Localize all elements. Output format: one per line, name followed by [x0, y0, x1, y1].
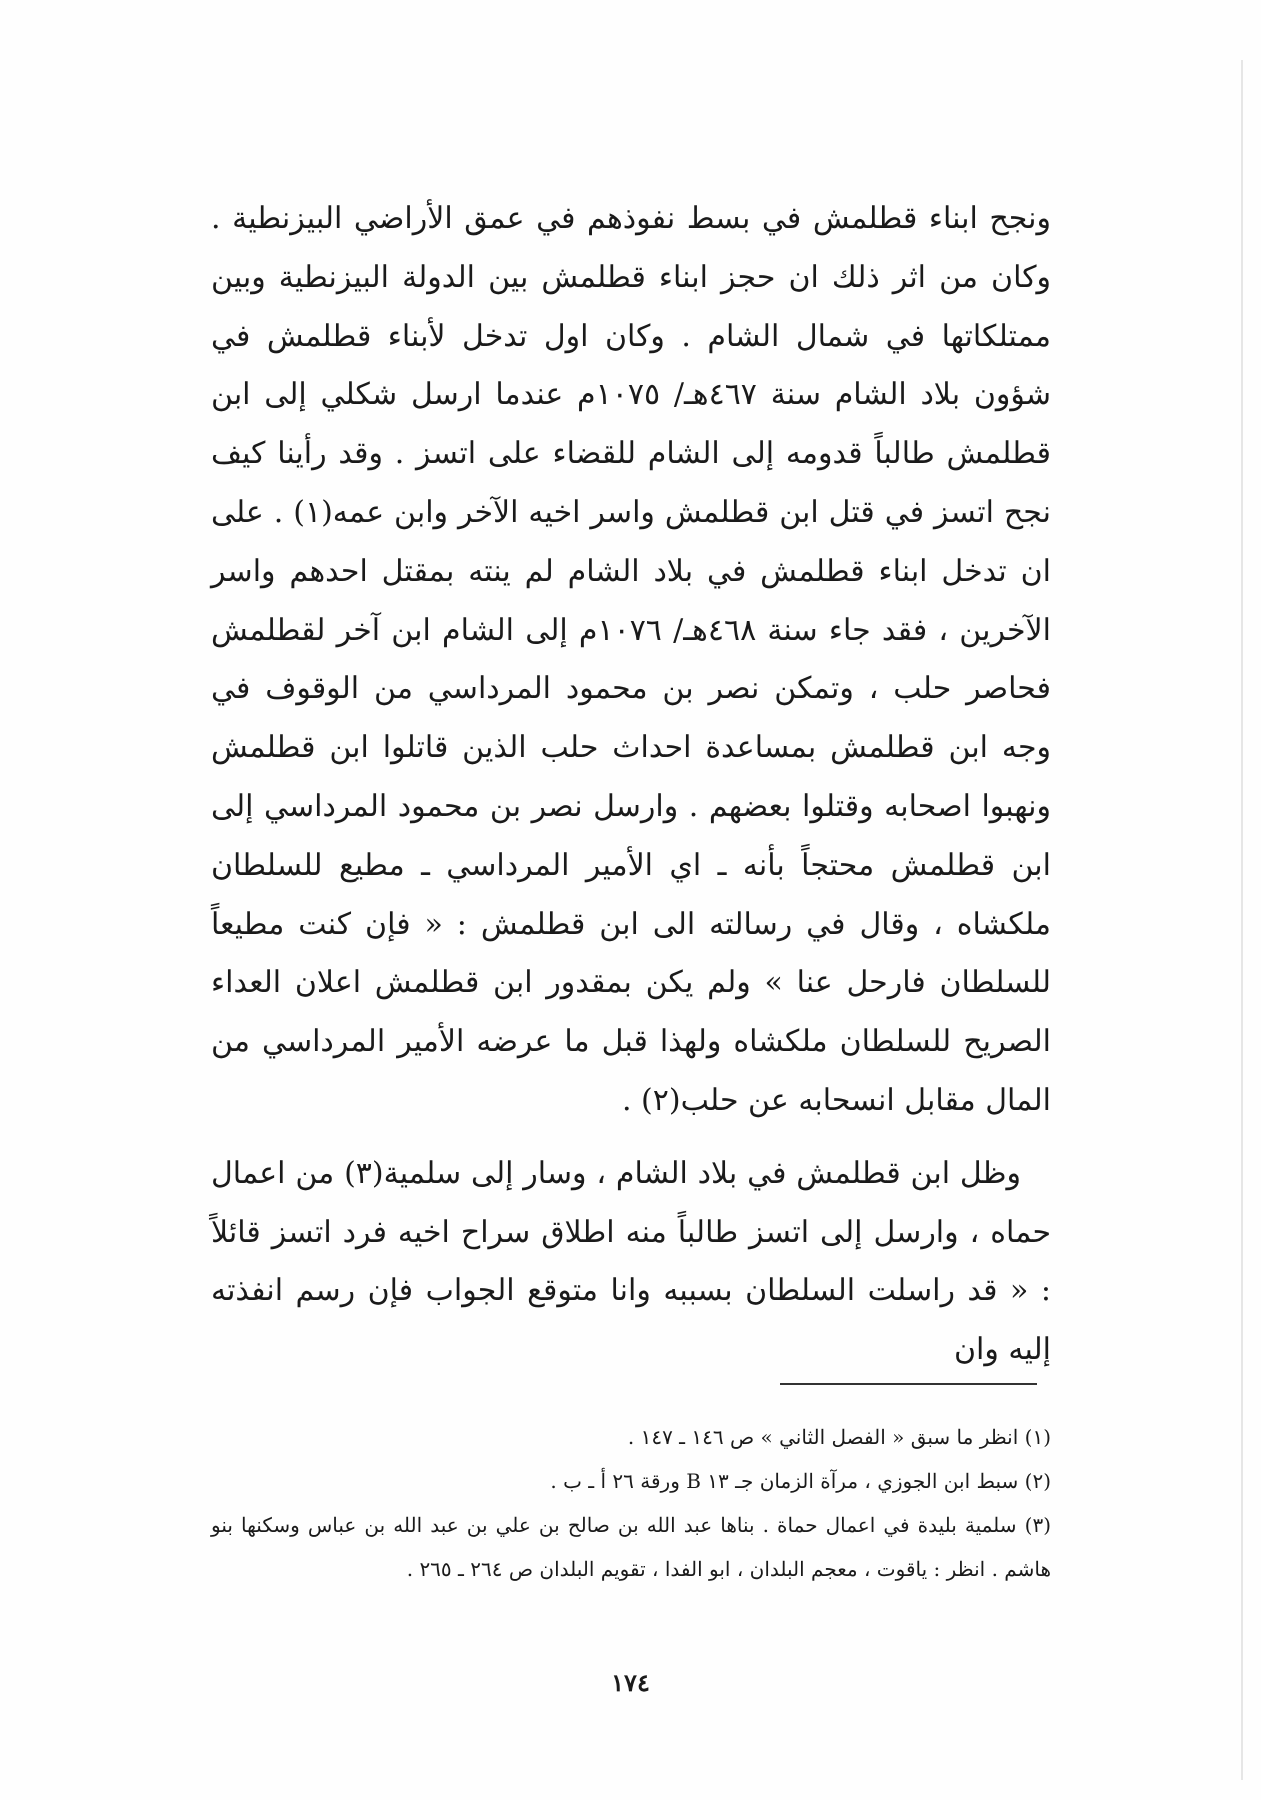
- body-paragraph-2: وظل ابن قطلمش في بلاد الشام ، وسار إلى سلمية(٣) من اعمال حماه ، وارسل إلى اتسز طالباً منه اطلاق سراح اخيه فرد اتسز قائلاً : « قد راسلت السلطان بسببه وانا متوقع الجواب فإن رسم انفذته إليه وان: [211, 1156, 1051, 1367]
- footnote-separator: [780, 1383, 1037, 1385]
- footnote-text: سبط ابن الجوزي ، مرآة الزمان جـ ١٣ B ورقة ٢٦ أ ـ ب .: [550, 1469, 1019, 1493]
- page-number: ١٧٤: [611, 1668, 650, 1697]
- footnote-1: [211, 1415, 1051, 1459]
- footnotes: [211, 1415, 1051, 1591]
- footnote-number: (٣): [1024, 1513, 1052, 1537]
- footnote-text: سلمية بليدة في اعمال حماة . بناها عبد الله بن صالح بن علي بن عبد الله بن عباس وسكنها بنو هاشم . انظر : ياقوت ، معجم البلدان ، ابو الفدا ، تقويم البلدان ص ٢٦٤ ـ ٢٦٥ .: [211, 1513, 1051, 1581]
- footnote-number: (١): [1024, 1425, 1051, 1449]
- body-paragraph-1: ونجح ابناء قطلمش في بسط نفوذهم في عمق الأراضي البيزنطية . وكان من اثر ذلك ان حجز ابناء قطلمش بين الدولة البيزنطية وبين ممتلكاتها في شمال الشام . وكان اول تدخل لأبناء قطلمش في شؤون بلاد الشام سنة ٤٦٧هـ/ ١٠٧٥م عندما ارسل شكلي إلى ابن قطلمش طالباً قدومه إلى الشام للقضاء على اتسز . وقد رأينا كيف نجح اتسز في قتل ابن قطلمش واسر اخيه الآخر وابن عمه(١) . على ان تدخل ابناء قطلمش في بلاد الشام لم ينته بمقتل احدهم واسر الآخرين ، فقد جاء سنة ٤٦٨هـ/ ١٠٧٦م إلى الشام ابن آخر لقطلمش فحاصر حلب ، وتمكن نصر بن محمود المرداسي من الوقوف في وجه ابن قطلمش بمساعدة احداث حلب الذين قاتلوا ابن قطلمش ونهبوا اصحابه وقتلوا بعضهم . وارسل نصر بن محمود المرداسي إلى ابن قطلمش محتجاً بأنه ـ اي الأمير المرداسي ـ مطيع للسلطان ملكشاه ، وقال في رسالته الى ابن قطلمش : « فإن كنت مطيعاً للسلطان فارحل عنا » ولم يكن بمقدور ابن قطلمش اعلان العداء الصريح للسلطان ملكشاه ولهذا قبل ما عرضه الأمير المرداسي من المال مقابل انسحابه عن حلب(٢) .: [211, 201, 1051, 1118]
- footnote-3: [211, 1503, 1051, 1591]
- page-edge-shadow: [1241, 60, 1243, 1780]
- footnote-2: [211, 1459, 1051, 1503]
- footnote-text: انظر ما سبق « الفصل الثاني » ص ١٤٦ ـ ١٤٧ .: [627, 1425, 1019, 1449]
- footnote-number: (٢): [1024, 1469, 1051, 1493]
